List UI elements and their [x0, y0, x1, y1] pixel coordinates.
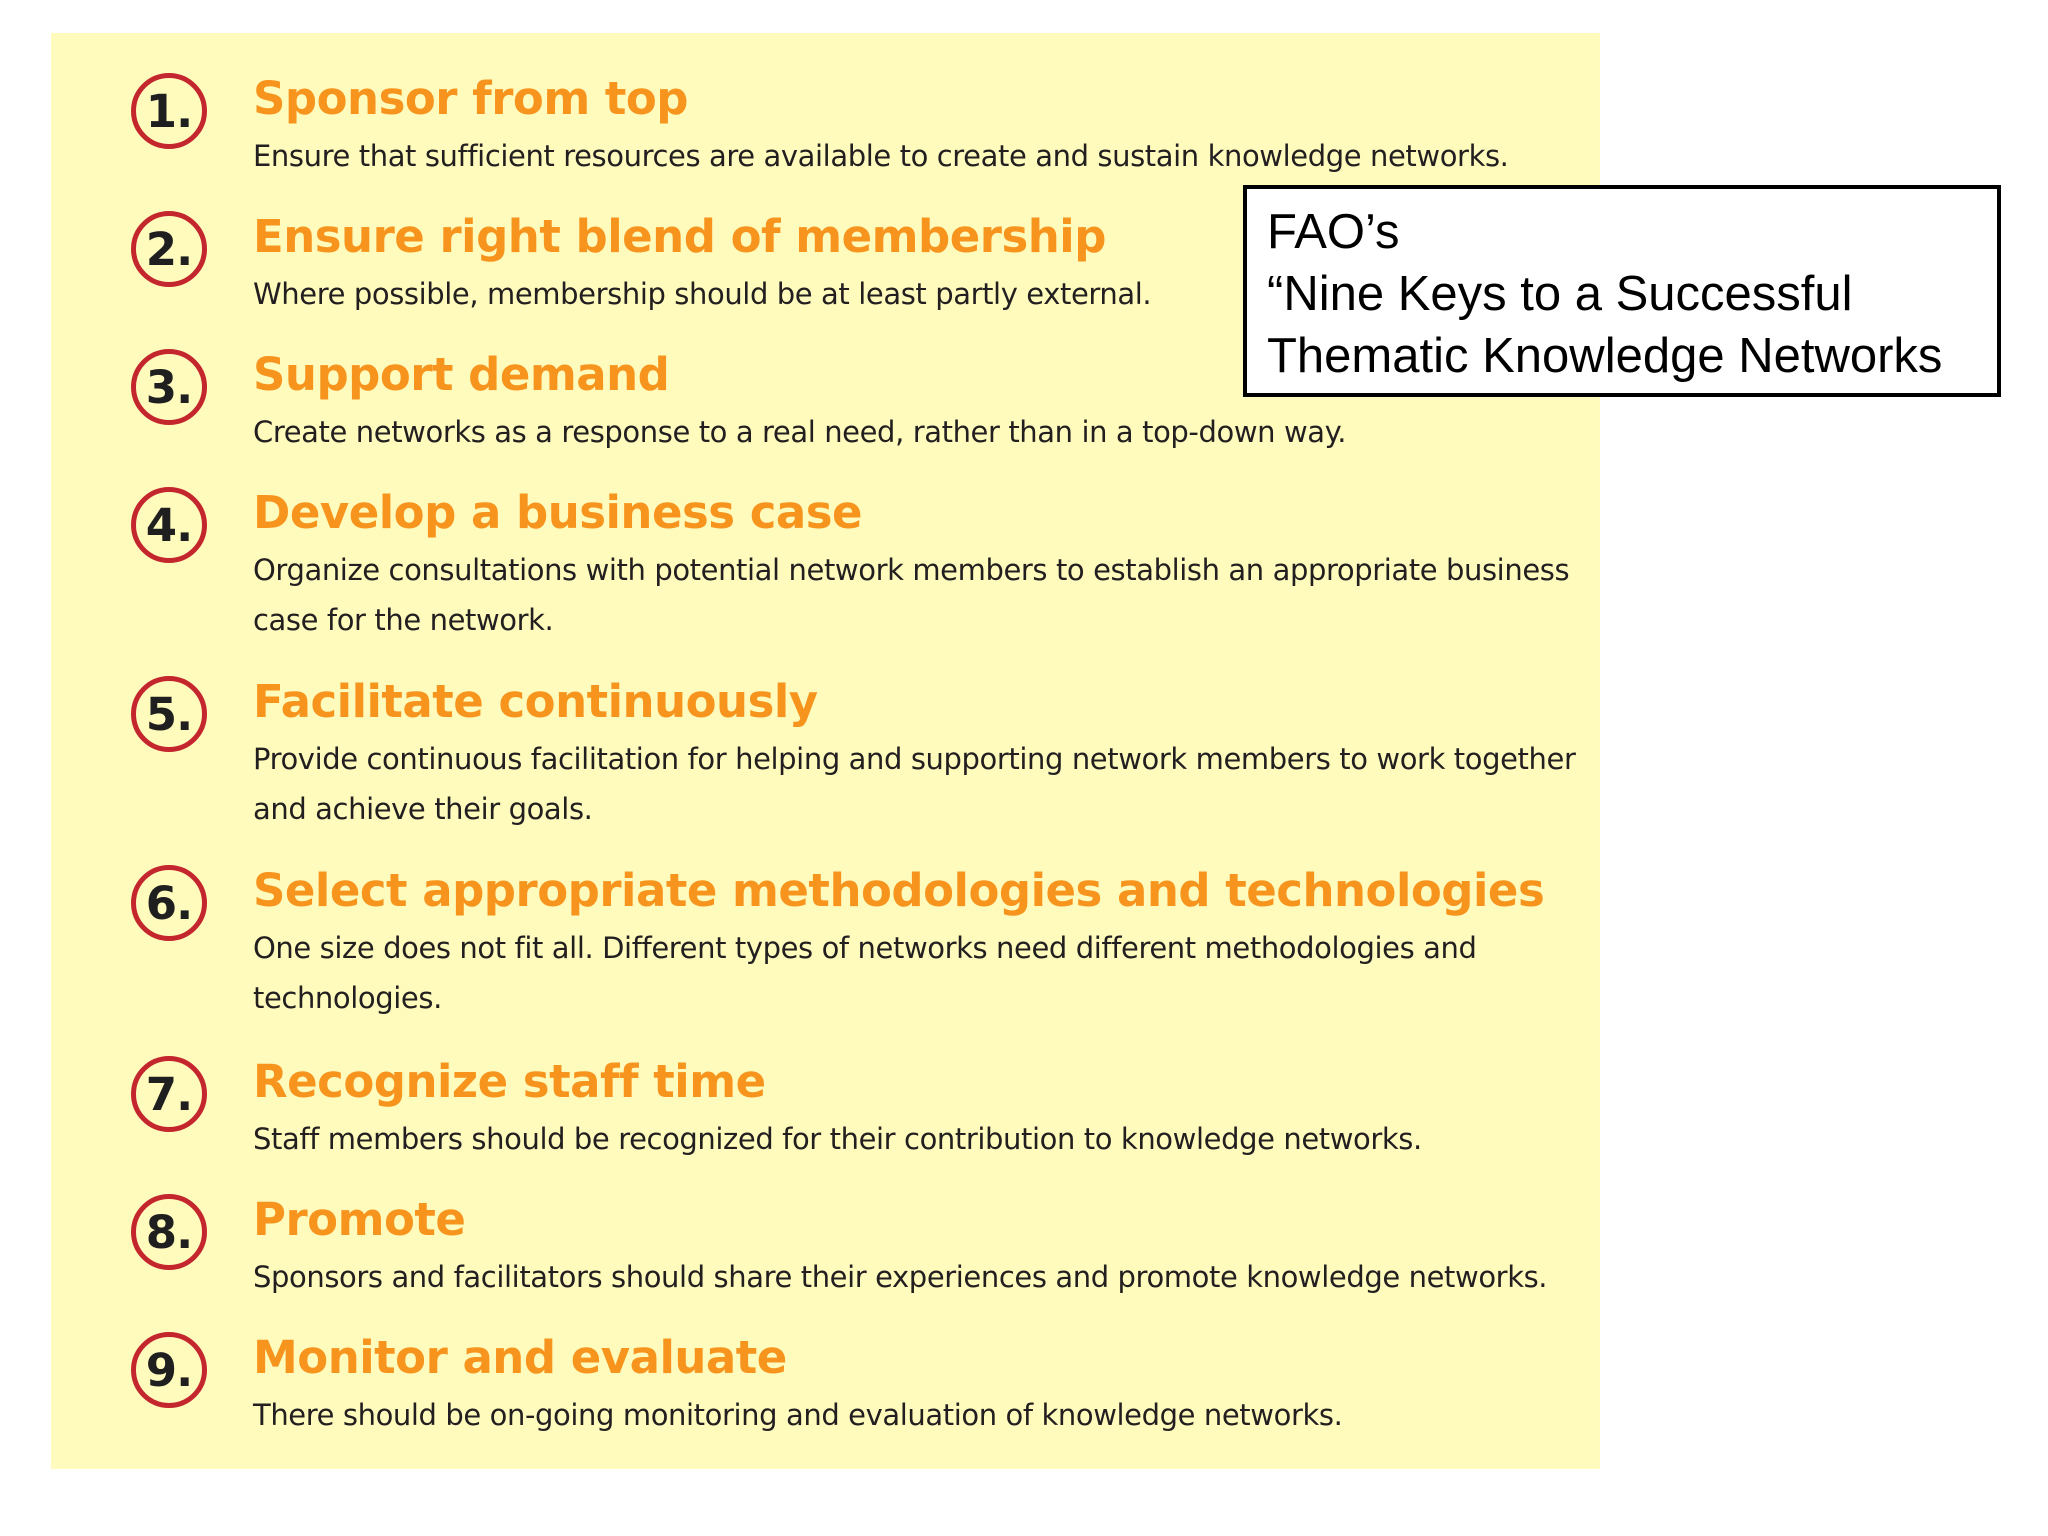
key-number: 3. — [145, 360, 193, 414]
callout-line: FAO’s — [1267, 205, 1400, 259]
callout-line: “Nine Keys to a Successful — [1267, 267, 1853, 321]
number-circle-icon — [131, 1332, 207, 1408]
key-title: Develop a business case — [253, 486, 863, 539]
key-title: Recognize staff time — [253, 1055, 766, 1108]
callout-line: Thematic Knowledge Networks — [1267, 329, 1943, 383]
key-description: Provide continuous facilitation for helping and supporting network members to work together and achieve their goals. — [253, 742, 1576, 826]
key-number: 1. — [145, 84, 193, 138]
number-circle-icon — [131, 1056, 207, 1132]
key-title: Support demand — [253, 348, 670, 401]
key-description: Create networks as a response to a real need, rather than in a top-down way. — [253, 415, 1347, 449]
key-description: Organize consultations with potential network members to establish an appropriate business case for the network. — [253, 553, 1570, 637]
key-number: 9. — [145, 1343, 193, 1397]
key-number: 6. — [145, 876, 193, 930]
key-title: Sponsor from top — [253, 72, 689, 125]
key-number: 8. — [145, 1205, 193, 1259]
key-number: 7. — [145, 1067, 193, 1121]
number-circle-icon — [131, 73, 207, 149]
key-description: Ensure that sufficient resources are available to create and sustain knowledge networks. — [253, 139, 1509, 173]
callout-box — [1243, 185, 2001, 397]
number-circle-icon — [131, 865, 207, 941]
number-circle-icon — [131, 1194, 207, 1270]
key-description: There should be on-going monitoring and evaluation of knowledge networks. — [253, 1398, 1343, 1432]
key-title: Select appropriate methodologies and technologies — [253, 864, 1545, 917]
key-title: Monitor and evaluate — [253, 1331, 787, 1384]
number-circle-icon — [131, 676, 207, 752]
number-circle-icon — [131, 349, 207, 425]
number-circle-icon — [131, 487, 207, 563]
key-description: Sponsors and facilitators should share their experiences and promote knowledge networks. — [253, 1260, 1548, 1294]
key-title: Ensure right blend of membership — [253, 210, 1106, 263]
key-title: Promote — [253, 1193, 466, 1246]
key-description: One size does not fit all. Different types of networks need different methodologies and technologies. — [253, 931, 1477, 1015]
key-description: Where possible, membership should be at least partly external. — [253, 277, 1152, 311]
number-circle-icon — [131, 211, 207, 287]
key-number: 2. — [145, 222, 193, 276]
key-description: Staff members should be recognized for their contribution to knowledge networks. — [253, 1122, 1422, 1156]
key-title: Facilitate continuously — [253, 675, 818, 728]
key-number: 4. — [145, 498, 193, 552]
key-number: 5. — [145, 687, 193, 741]
